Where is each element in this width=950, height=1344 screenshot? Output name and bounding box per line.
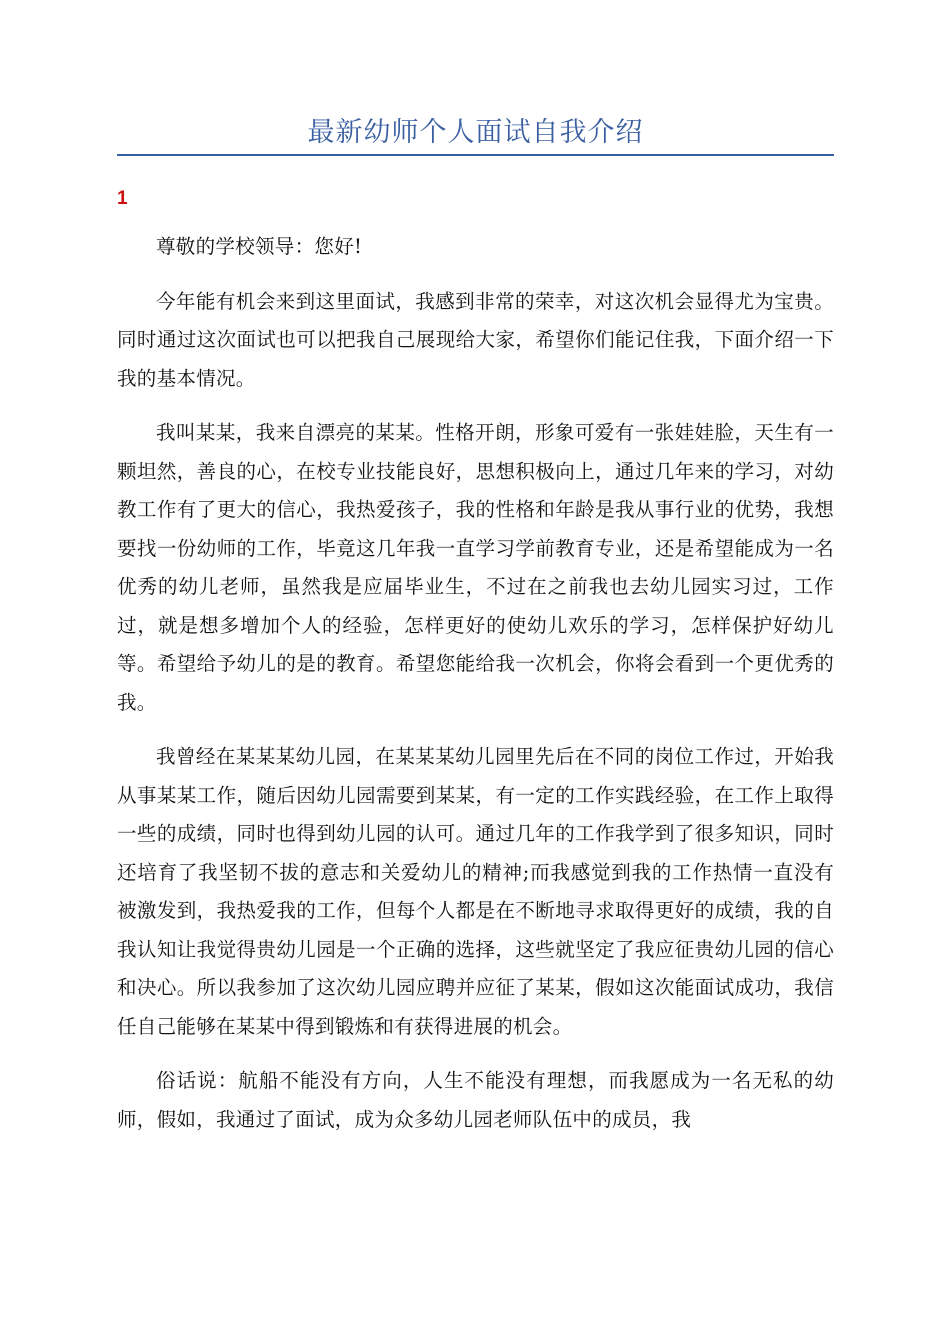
paragraph-aspiration: 俗话说：航船不能没有方向，人生不能没有理想，而我愿成为一名无私的幼师，假如，我通过了面试，成为众多幼儿园老师队伍中的成员，我 [117,1069,834,1131]
section-number: 1 [117,188,128,209]
document-page [117,0,834,1139]
document-title: 最新幼师个人面试自我介绍 [307,117,644,148]
title-underline [117,154,834,156]
paragraph-greeting: 尊敬的学校领导：您好! [156,235,363,258]
paragraph-self-description: 我叫某某，我来自漂亮的某某。性格开朗，形象可爱有一张娃娃脸，天生有一颗坦然，善良的心，在校专业技能良好，思想积极向上，通过几年来的学习，对幼教工作有了更大的信心，我热爱孩子，我的性格和年龄是我从事行业的优势，我想要找一份幼师的工作，毕竟这几年我一直学习学前教育专业，还是希望能成为一名优秀的幼儿老师，虽然我是应届毕业生，不过在之前我也去幼儿园实习过，工作过，就是想多增加个人的经验，怎样更好的使幼儿欢乐的学习，怎样保护好幼儿等。希望给予幼儿的是的教育。希望您能给我一次机会，你将会看到一个更优秀的我。 [117,421,834,714]
paragraph-work-experience: 我曾经在某某某幼儿园，在某某某幼儿园里先后在不同的岗位工作过，开始我从事某某工作，随后因幼儿园需要到某某，有一定的工作实践经验，在工作上取得一些的成绩，同时也得到幼儿园的认可。通过几年的工作我学到了很多知识，同时还培育了我坚韧不拔的意志和关爱幼儿的精神;而我感觉到我的工作热情一直没有被激发到，我热爱我的工作，但每个人都是在不断地寻求取得更好的成绩，我的自我认知让我觉得贵幼儿园是一个正确的选择，这些就坚定了我应征贵幼儿园的信心和决心。所以我参加了这次幼儿园应聘并应征了某某，假如这次能面试成功，我信任自己能够在某某中得到锻炼和有获得进展的机会。 [117,745,834,1038]
paragraph-intro: 今年能有机会来到这里面试，我感到非常的荣幸，对这次机会显得尤为宝贵。同时通过这次面试也可以把我自己展现给大家，希望你们能记住我，下面介绍一下我的基本情况。 [117,289,834,390]
